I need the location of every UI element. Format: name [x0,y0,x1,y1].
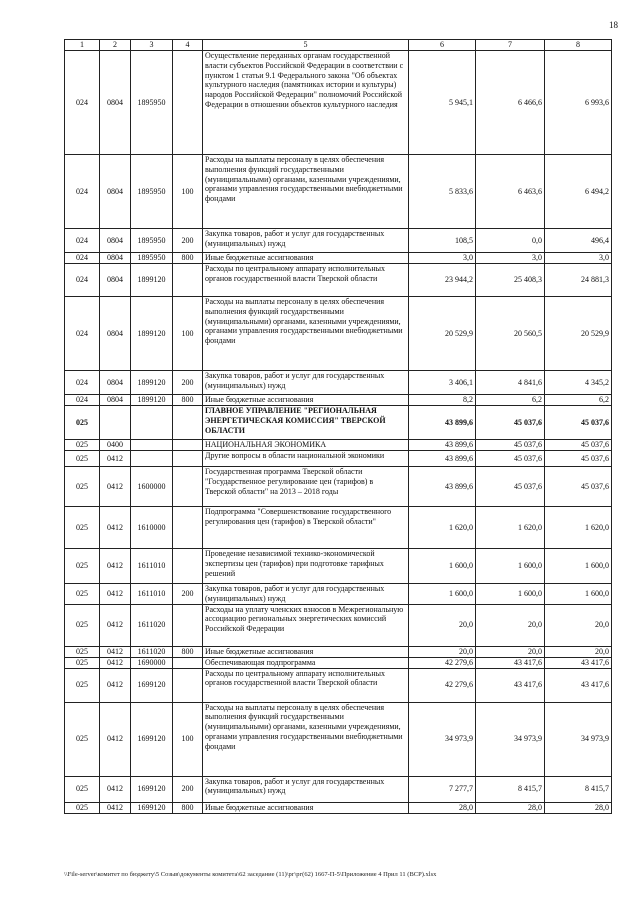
expense-type-cell [173,507,203,549]
expense-type-cell [173,51,203,155]
value-2015-cell: 6 466,6 [476,51,545,155]
value-2016-cell: 20,0 [545,646,612,657]
ministry-code-cell: 024 [65,155,100,229]
ministry-code-cell: 025 [65,507,100,549]
description-cell: Закупка товаров, работ и услуг для государственных (муниципальных) нужд [203,584,409,605]
value-2016-cell: 43 417,6 [545,657,612,668]
header-cell: 6 [409,40,476,51]
page-number: 18 [609,20,618,30]
description-cell: Закупка товаров, работ и услуг для государственных (муниципальных) нужд [203,776,409,802]
table-row [65,549,612,584]
target-code-cell: 1899120 [131,371,173,395]
table-row [65,467,612,507]
description-cell: Осуществление переданных органам государственной власти субъектов Российской Федерации в соответствии с пунктом 1 статьи 9.1 Федерального закона "Об объектах культурного наследия (памятниках истории и культуры) народов Российской Федерации" полномочий Российской Федерации в отношении объектов культурного наследия [203,51,409,155]
table-row [65,253,612,264]
expense-type-cell: 100 [173,702,203,776]
description-cell: НАЦИОНАЛЬНАЯ ЭКОНОМИКА [203,440,409,451]
value-2016-cell: 24 881,3 [545,264,612,297]
section-code-cell: 0804 [100,51,131,155]
table-row [65,229,612,253]
ministry-code-cell: 025 [65,467,100,507]
value-2014-cell: 3,0 [409,253,476,264]
section-code-cell: 0412 [100,657,131,668]
target-code-cell: 1610000 [131,507,173,549]
ministry-code-cell: 025 [65,702,100,776]
section-code-cell: 0412 [100,549,131,584]
value-2016-cell: 6,2 [545,395,612,406]
table-row [65,657,612,668]
section-code-cell: 0412 [100,802,131,813]
value-2014-cell: 20,0 [409,646,476,657]
section-code-cell: 0412 [100,584,131,605]
expense-type-cell: 800 [173,646,203,657]
value-2015-cell: 34 973,9 [476,702,545,776]
ministry-code-cell: 025 [65,440,100,451]
ministry-code-cell: 024 [65,229,100,253]
value-2015-cell: 0,0 [476,229,545,253]
value-2016-cell: 496,4 [545,229,612,253]
header-cell: 3 [131,40,173,51]
section-code-cell: 0804 [100,371,131,395]
description-cell: Проведение независимой технико-экономической экспертизы цен (тарифов) при подготовке тарифных решений [203,549,409,584]
value-2014-cell: 43 899,6 [409,406,476,440]
target-code-cell: 1895950 [131,229,173,253]
ministry-code-cell: 025 [65,604,100,646]
description-cell: ГЛАВНОЕ УПРАВЛЕНИЕ "РЕГИОНАЛЬНАЯ ЭНЕРГЕТИЧЕСКАЯ КОМИССИЯ" ТВЕРСКОЙ ОБЛАСТИ [203,406,409,440]
value-2015-cell: 1 600,0 [476,549,545,584]
value-2016-cell: 20,0 [545,604,612,646]
value-2015-cell: 20,0 [476,604,545,646]
file-path-footer: \\File-server\комитет по бюджету\5 Созыв\документы комитета\62 заседание (11)\рг\рг(62) 1667-П-5\Приложение 4 Прил 11 (ВСР).xlsx [64,871,437,878]
description-cell: Расходы по центральному аппарату исполнительных органов государственной власти Тверской области [203,668,409,702]
value-2014-cell: 20 529,9 [409,297,476,371]
table-row [65,440,612,451]
expense-type-cell: 200 [173,229,203,253]
value-2016-cell: 6 494,2 [545,155,612,229]
value-2016-cell: 43 417,6 [545,668,612,702]
value-2016-cell: 8 415,7 [545,776,612,802]
expense-type-cell: 200 [173,584,203,605]
value-2016-cell: 3,0 [545,253,612,264]
value-2015-cell: 43 417,6 [476,668,545,702]
table-row [65,507,612,549]
value-2014-cell: 20,0 [409,604,476,646]
value-2016-cell: 45 037,6 [545,406,612,440]
value-2014-cell: 43 899,6 [409,451,476,467]
section-code-cell: 0412 [100,507,131,549]
value-2014-cell: 23 944,2 [409,264,476,297]
section-code-cell: 0804 [100,253,131,264]
expense-type-cell [173,451,203,467]
table-row [65,451,612,467]
target-code-cell [131,440,173,451]
target-code-cell: 1611010 [131,549,173,584]
table-row [65,802,612,813]
value-2016-cell: 6 993,6 [545,51,612,155]
value-2014-cell: 108,5 [409,229,476,253]
expense-type-cell [173,264,203,297]
ministry-code-cell: 025 [65,451,100,467]
ministry-code-cell: 024 [65,264,100,297]
section-code-cell: 0804 [100,264,131,297]
value-2016-cell: 1 600,0 [545,549,612,584]
value-2015-cell: 45 037,6 [476,406,545,440]
value-2015-cell: 1 600,0 [476,584,545,605]
value-2014-cell: 43 899,6 [409,467,476,507]
header-cell: 4 [173,40,203,51]
ministry-code-cell: 025 [65,406,100,440]
description-cell: Государственная программа Тверской области "Государственное регулирование цен (тарифов) в Тверской области" на 2013 – 2018 годы [203,467,409,507]
value-2015-cell: 20 560,5 [476,297,545,371]
table-row [65,155,612,229]
expense-type-cell: 800 [173,395,203,406]
section-code-cell: 0412 [100,668,131,702]
description-cell: Расходы на выплаты персоналу в целях обеспечения выполнения функций государственными (муниципальными) органами, казенными учреждениями, органами управления государственными внебюджетными фондами [203,297,409,371]
ministry-code-cell: 024 [65,395,100,406]
value-2015-cell: 45 037,6 [476,467,545,507]
ministry-code-cell: 025 [65,668,100,702]
target-code-cell: 1699120 [131,702,173,776]
section-code-cell: 0412 [100,467,131,507]
ministry-code-cell: 025 [65,657,100,668]
value-2014-cell: 1 600,0 [409,584,476,605]
description-cell: Иные бюджетные ассигнования [203,802,409,813]
value-2016-cell: 34 973,9 [545,702,612,776]
description-cell: Закупка товаров, работ и услуг для государственных (муниципальных) нужд [203,229,409,253]
table-row [65,668,612,702]
description-cell: Закупка товаров, работ и услуг для государственных (муниципальных) нужд [203,371,409,395]
description-cell: Подпрограмма "Совершенствование государственного регулирования цен (тарифов) в Тверской области" [203,507,409,549]
expense-type-cell: 100 [173,155,203,229]
expense-type-cell [173,467,203,507]
description-cell: Обеспечивающая подпрограмма [203,657,409,668]
value-2015-cell: 20,0 [476,646,545,657]
value-2016-cell: 20 529,9 [545,297,612,371]
description-cell: Иные бюджетные ассигнования [203,646,409,657]
value-2014-cell: 28,0 [409,802,476,813]
value-2014-cell: 8,2 [409,395,476,406]
expense-type-cell: 800 [173,802,203,813]
target-code-cell: 1600000 [131,467,173,507]
table-row [65,584,612,605]
header-row [65,40,612,51]
value-2014-cell: 42 279,6 [409,657,476,668]
description-cell: Другие вопросы в области национальной экономики [203,451,409,467]
section-code-cell: 0412 [100,646,131,657]
section-code-cell: 0804 [100,155,131,229]
value-2015-cell: 8 415,7 [476,776,545,802]
expense-type-cell: 100 [173,297,203,371]
description-cell: Расходы на выплаты персоналу в целях обеспечения выполнения функций государственными (муниципальными) органами, казенными учреждениями, органами управления государственными внебюджетными фондами [203,155,409,229]
description-cell: Расходы на уплату членских взносов в Межрегиональную ассоциацию региональных энергетических комиссий Российской Федерации [203,604,409,646]
value-2016-cell: 28,0 [545,802,612,813]
table-row [65,395,612,406]
value-2016-cell: 4 345,2 [545,371,612,395]
value-2014-cell: 42 279,6 [409,668,476,702]
target-code-cell: 1899120 [131,264,173,297]
table-row [65,646,612,657]
expense-type-cell [173,440,203,451]
description-cell: Расходы по центральному аппарату исполнительных органов государственной власти Тверской области [203,264,409,297]
value-2014-cell: 3 406,1 [409,371,476,395]
value-2015-cell: 45 037,6 [476,451,545,467]
target-code-cell [131,406,173,440]
target-code-cell: 1899120 [131,395,173,406]
expense-type-cell: 200 [173,776,203,802]
value-2015-cell: 3,0 [476,253,545,264]
value-2015-cell: 43 417,6 [476,657,545,668]
table-row [65,371,612,395]
ministry-code-cell: 025 [65,584,100,605]
header-cell: 7 [476,40,545,51]
value-2014-cell: 1 600,0 [409,549,476,584]
target-code-cell: 1899120 [131,297,173,371]
value-2014-cell: 34 973,9 [409,702,476,776]
value-2014-cell: 1 620,0 [409,507,476,549]
value-2015-cell: 28,0 [476,802,545,813]
section-code-cell: 0804 [100,395,131,406]
section-code-cell [100,406,131,440]
section-code-cell: 0412 [100,776,131,802]
expense-type-cell [173,406,203,440]
value-2015-cell: 6,2 [476,395,545,406]
ministry-code-cell: 024 [65,297,100,371]
description-cell: Иные бюджетные ассигнования [203,253,409,264]
ministry-code-cell: 025 [65,802,100,813]
table-row [65,51,612,155]
header-cell: 2 [100,40,131,51]
header-cell: 1 [65,40,100,51]
table-row [65,297,612,371]
value-2015-cell: 25 408,3 [476,264,545,297]
target-code-cell: 1895950 [131,155,173,229]
table-row [65,776,612,802]
value-2014-cell: 7 277,7 [409,776,476,802]
target-code-cell [131,451,173,467]
description-cell: Расходы на выплаты персоналу в целях обеспечения выполнения функций государственными (муниципальными) органами, казенными учреждениями, органами управления государственными внебюджетными фондами [203,702,409,776]
target-code-cell: 1699120 [131,802,173,813]
table-row [65,604,612,646]
ministry-code-cell: 025 [65,646,100,657]
section-code-cell: 0804 [100,297,131,371]
ministry-code-cell: 025 [65,549,100,584]
description-cell: Иные бюджетные ассигнования [203,395,409,406]
target-code-cell: 1611020 [131,646,173,657]
ministry-code-cell: 024 [65,51,100,155]
target-code-cell: 1699120 [131,776,173,802]
target-code-cell: 1895950 [131,51,173,155]
table-row [65,406,612,440]
expense-type-cell [173,657,203,668]
value-2015-cell: 4 841,6 [476,371,545,395]
expense-type-cell [173,668,203,702]
value-2016-cell: 45 037,6 [545,467,612,507]
ministry-code-cell: 025 [65,776,100,802]
section-code-cell: 0412 [100,451,131,467]
target-code-cell: 1895950 [131,253,173,264]
expense-type-cell [173,549,203,584]
ministry-code-cell: 024 [65,253,100,264]
value-2014-cell: 5 833,6 [409,155,476,229]
target-code-cell: 1699120 [131,668,173,702]
expense-type-cell: 200 [173,371,203,395]
value-2015-cell: 1 620,0 [476,507,545,549]
value-2016-cell: 45 037,6 [545,451,612,467]
value-2015-cell: 45 037,6 [476,440,545,451]
value-2016-cell: 1 620,0 [545,507,612,549]
header-cell: 5 [203,40,409,51]
table-row [65,702,612,776]
target-code-cell: 1611020 [131,604,173,646]
section-code-cell: 0412 [100,604,131,646]
target-code-cell: 1611010 [131,584,173,605]
value-2015-cell: 6 463,6 [476,155,545,229]
expense-type-cell: 800 [173,253,203,264]
expense-type-cell [173,604,203,646]
section-code-cell: 0412 [100,702,131,776]
target-code-cell: 1690000 [131,657,173,668]
ministry-code-cell: 024 [65,371,100,395]
budget-table [64,39,612,814]
section-code-cell: 0400 [100,440,131,451]
section-code-cell: 0804 [100,229,131,253]
value-2014-cell: 43 899,6 [409,440,476,451]
value-2016-cell: 1 600,0 [545,584,612,605]
header-cell: 8 [545,40,612,51]
value-2014-cell: 5 945,1 [409,51,476,155]
table-row [65,264,612,297]
value-2016-cell: 45 037,6 [545,440,612,451]
